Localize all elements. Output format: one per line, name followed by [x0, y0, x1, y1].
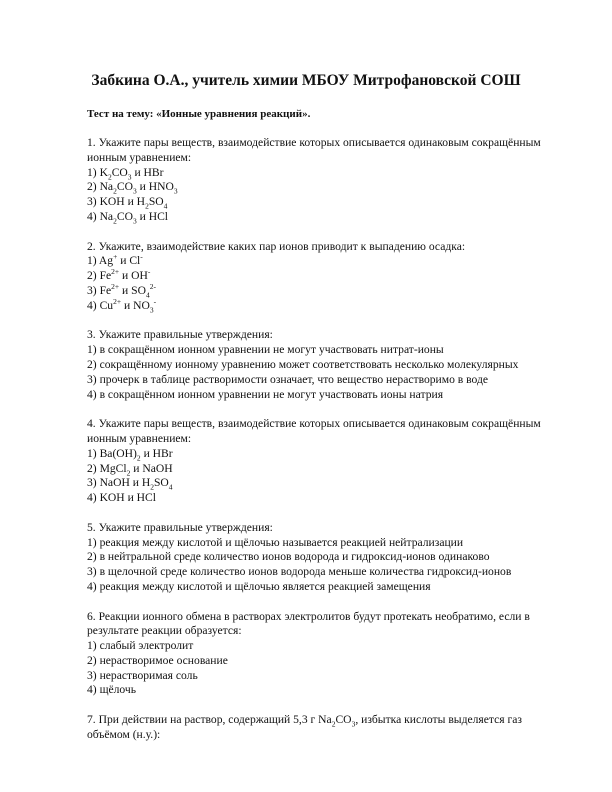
option-number: 1): [87, 639, 100, 653]
formula-text: и HBr: [131, 165, 164, 179]
subscript: 3: [351, 719, 356, 729]
formula-text: в сокращённом ионном уравнении не могут участвовать ионы натрия: [99, 387, 444, 401]
option-number: 1): [87, 535, 100, 549]
subscript: 3: [149, 305, 154, 315]
answer-option: [87, 358, 562, 373]
subscript: 3: [132, 186, 137, 196]
option-number: 3): [87, 476, 100, 490]
subscript: 2: [113, 186, 117, 196]
option-number: 3): [87, 283, 100, 297]
option-number: 3): [87, 565, 100, 579]
formula-text: и SO: [119, 283, 146, 297]
option-number: 4): [87, 298, 100, 312]
formula-text: Fe: [99, 283, 112, 297]
superscript: 2+: [111, 282, 120, 292]
question-text: 6. Реакции ионного обмена в растворах электролитов будут протекать необратимо, если в результате реакции образуется:: [87, 609, 530, 638]
option-number: 2): [87, 550, 100, 564]
test-subtitle: Тест на тему: «Ионные уравнения реакций».: [87, 108, 311, 120]
formula-text: KOH и HCl: [99, 491, 157, 505]
formula-text: , избытка кислоты выделяется газ объёмом (н.у.):: [87, 713, 522, 741]
subscript: 2: [331, 719, 336, 729]
option-number: 2): [87, 461, 100, 475]
answer-option: [87, 683, 562, 698]
subscript: 2: [113, 216, 117, 226]
subscript: 3: [173, 186, 178, 196]
question-block: [87, 240, 562, 314]
formula-text: 7. При действии на раствор, содержащий 5,3 г Na: [87, 713, 332, 727]
answer-option: [87, 550, 562, 565]
formula-text: реакция между кислотой и щёлочью является реакцией замещения: [99, 579, 431, 593]
answer-option: [87, 565, 562, 580]
questions-list: [87, 136, 562, 757]
formula-text: SO: [153, 476, 169, 490]
option-number: 1): [87, 165, 100, 179]
answer-option: [87, 254, 562, 269]
formula-text: CO: [116, 209, 133, 223]
subscript: 2: [145, 201, 149, 211]
option-number: 4): [87, 491, 100, 505]
formula-text: и OH: [119, 269, 148, 283]
superscript: +: [113, 252, 118, 262]
superscript: -: [153, 296, 157, 306]
formula-text: реакция между кислотой и щёлочью называется реакцией нейтрализации: [99, 535, 464, 549]
superscript: -: [140, 252, 143, 262]
formula-text: в нейтральной среде количество ионов водорода и гидроксид-ионов одинаково: [99, 550, 490, 564]
option-number: 3): [87, 195, 100, 209]
answer-option: [87, 210, 562, 225]
formula-text: Cu: [99, 298, 114, 312]
answer-option: [87, 447, 562, 462]
question-text: 3. Укажите правильные утверждения:: [87, 328, 273, 342]
subscript: 2: [107, 171, 112, 181]
formula-text: сокращённому ионному уравнению может соответствовать несколько молекулярных: [99, 357, 519, 371]
answer-option: [87, 373, 562, 388]
question-block: [87, 713, 562, 743]
question-text: 5. Укажите правильные утверждения:: [87, 520, 273, 534]
subscript: 3: [127, 171, 132, 181]
option-number: 4): [87, 683, 100, 697]
formula-text: MgCl: [99, 461, 127, 475]
formula-text: в щелочной среде количество ионов водорода меньше количества гидроксид-ионов: [99, 565, 512, 579]
question-block: [87, 136, 562, 225]
formula-text: Na: [99, 180, 114, 194]
option-number: 2): [87, 269, 100, 283]
subscript: 4: [168, 482, 173, 492]
subscript: 2: [150, 482, 154, 492]
question-block: [87, 521, 562, 595]
formula-text: и NaOH: [130, 461, 173, 475]
question-text: 2. Укажите, взаимодействие каких пар ионов приводит к выпадению осадка:: [87, 239, 466, 253]
answer-option: [87, 669, 562, 684]
option-number: 4): [87, 209, 100, 223]
option-number: 3): [87, 668, 100, 682]
option-number: 2): [87, 653, 100, 667]
formula-text: K: [99, 165, 108, 179]
answer-option: [87, 536, 562, 551]
question-block: [87, 328, 562, 402]
subscript: 2: [126, 467, 131, 477]
formula-text: Na: [99, 209, 114, 223]
formula-text: слабый электролит: [99, 639, 194, 653]
subscript: 4: [145, 290, 150, 300]
formula-text: и HNO: [136, 180, 174, 194]
formula-text: Ag: [98, 254, 114, 268]
option-number: 1): [87, 446, 100, 460]
answer-option: [87, 284, 562, 299]
question-text: [87, 713, 562, 743]
page-title: Забкина О.А., учитель химии МБОУ Митрофановской СОШ: [91, 72, 521, 89]
answer-option: [87, 166, 562, 181]
option-number: 1): [87, 254, 99, 268]
answer-option: [87, 462, 562, 477]
answer-option: [87, 491, 562, 506]
question-block: [87, 417, 562, 506]
answer-option: [87, 476, 562, 491]
answer-option: [87, 343, 562, 358]
formula-text: и Cl: [117, 254, 141, 268]
option-number: 4): [87, 579, 100, 593]
formula-text: CO: [111, 165, 128, 179]
formula-text: CO: [116, 180, 133, 194]
superscript: 2+: [111, 267, 120, 277]
option-number: 2): [87, 357, 100, 371]
answer-option: [87, 269, 562, 284]
formula-text: нерастворимое основание: [99, 653, 228, 667]
subscript: 3: [132, 216, 137, 226]
formula-text: NaOH и H: [99, 476, 151, 490]
answer-option: [87, 639, 562, 654]
formula-text: KOH и H: [99, 195, 146, 209]
question-block: [87, 610, 562, 699]
formula-text: прочерк в таблице растворимости означает, что вещество нерастворимо в воде: [99, 372, 489, 386]
subscript: 4: [163, 201, 168, 211]
superscript: -: [147, 267, 151, 277]
question-text: 4. Укажите пары веществ, взаимодействие которых описывается одинаковым сокращённым ионным уравнением:: [87, 417, 541, 445]
answer-option: [87, 296, 562, 315]
answer-option: [87, 654, 562, 669]
option-number: 2): [87, 180, 100, 194]
formula-text: SO: [148, 195, 164, 209]
formula-text: CO: [335, 713, 352, 727]
answer-option: [87, 195, 562, 210]
option-number: 1): [87, 343, 100, 357]
option-number: 3): [87, 372, 100, 386]
formula-text: Ba(OH): [99, 446, 137, 460]
formula-text: щёлочь: [99, 683, 137, 697]
subscript: 2: [136, 453, 141, 463]
question-text: 1. Укажите пары веществ, взаимодействие которых описывается одинаковым сокращённым ионным уравнением:: [87, 136, 541, 164]
formula-text: Fe: [99, 269, 112, 283]
superscript: 2+: [113, 296, 122, 306]
formula-text: в сокращённом ионном уравнении не могут участвовать нитрат-ионы: [99, 343, 444, 357]
formula-text: нерастворимая соль: [99, 668, 198, 682]
answer-option: [87, 388, 562, 403]
answer-option: [87, 580, 562, 595]
formula-text: и HCl: [136, 209, 169, 223]
superscript: 2-: [149, 282, 156, 292]
option-number: 4): [87, 387, 100, 401]
answer-option: [87, 180, 562, 195]
formula-text: и HBr: [140, 446, 173, 460]
formula-text: и NO: [121, 298, 150, 312]
